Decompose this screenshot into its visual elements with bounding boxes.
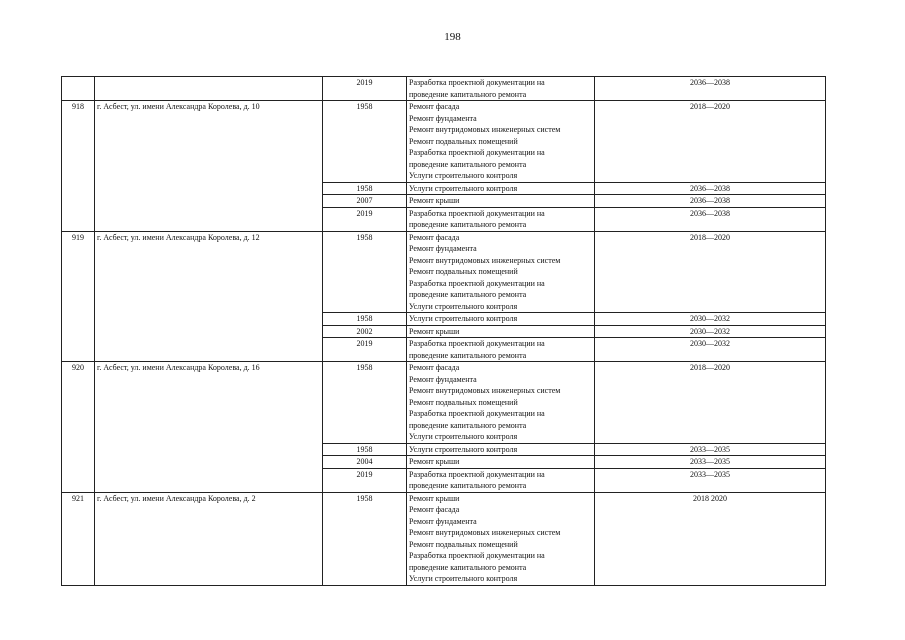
work-type-line: Ремонт фасада — [409, 363, 460, 372]
year-cell: 2019 — [323, 338, 407, 362]
period-cell: 2030—2032 — [595, 325, 826, 338]
work-type-line: Ремонт подвальных помещений — [409, 136, 518, 146]
work-type-line: Ремонт фундамента — [409, 244, 477, 253]
address-cell: г. Асбест, ул. имени Александра Королева, д. 12 — [95, 231, 323, 362]
work-type-line: проведение капитального ремонта — [409, 350, 527, 360]
work-type-line: Ремонт фундамента — [409, 113, 477, 123]
period-cell: 2018—2020 — [595, 362, 826, 444]
work-type-line: Ремонт крыши — [409, 493, 460, 503]
work-types-cell — [407, 338, 595, 362]
work-type-line: Разработка проектной документации на — [409, 208, 545, 218]
work-types-cell — [407, 77, 595, 101]
repair-schedule-table — [61, 76, 826, 586]
work-types-cell — [407, 492, 595, 585]
address-cell: г. Асбест, ул. имени Александра Королева, д. 10 — [95, 101, 323, 232]
address-cell — [95, 77, 323, 101]
year-cell: 2019 — [323, 468, 407, 492]
year-cell: 1958 — [323, 231, 407, 313]
work-type-line: Разработка проектной документации на — [409, 78, 545, 87]
work-type-line: Услуги строительного контроля — [409, 432, 518, 441]
work-type-line: Услуги строительного контроля — [409, 574, 518, 583]
year-cell: 2002 — [323, 325, 407, 338]
year-cell: 2007 — [323, 195, 407, 208]
work-types-cell — [407, 468, 595, 492]
work-types-cell — [407, 456, 595, 469]
house-number-cell: 920 — [62, 362, 95, 493]
table-row — [62, 77, 826, 101]
period-cell: 2036—2038 — [595, 195, 826, 208]
work-type-line: Ремонт подвальных помещений — [409, 539, 518, 549]
year-cell: 1958 — [323, 182, 407, 195]
work-type-line: Услуги строительного контроля — [409, 444, 518, 454]
table-row — [62, 101, 826, 183]
work-type-line: проведение капитального ремонта — [409, 420, 527, 430]
work-type-line: Разработка проектной документации на — [409, 278, 545, 288]
work-type-line: Ремонт фундамента — [409, 374, 477, 384]
work-type-line: Ремонт подвальных помещений — [409, 397, 518, 407]
work-types-cell — [407, 195, 595, 208]
work-types-cell — [407, 182, 595, 195]
house-number-cell — [62, 77, 95, 101]
year-cell: 1958 — [323, 443, 407, 456]
house-number-cell: 918 — [62, 101, 95, 232]
page-number: 198 — [444, 31, 461, 43]
work-type-line: Услуги строительного контроля — [409, 183, 518, 193]
work-types-cell — [407, 101, 595, 183]
house-number-cell: 921 — [62, 492, 95, 585]
year-cell: 1958 — [323, 492, 407, 585]
year-cell: 2019 — [323, 207, 407, 231]
work-type-line: Ремонт внутридомовых инженерных систем — [409, 255, 561, 265]
work-types-cell — [407, 443, 595, 456]
work-type-line: Разработка проектной документации на — [409, 148, 545, 157]
work-type-line: Услуги строительного контроля — [409, 171, 518, 180]
work-type-line: проведение капитального ремонта — [409, 159, 527, 169]
period-cell: 2030—2032 — [595, 313, 826, 326]
period-cell: 2018—2020 — [595, 101, 826, 183]
work-type-line: проведение капитального ремонта — [409, 89, 527, 99]
work-type-line: проведение капитального ремонта — [409, 290, 527, 299]
period-cell: 2018—2020 — [595, 231, 826, 313]
work-type-line: Ремонт фасада — [409, 102, 460, 111]
work-type-line: Ремонт фундамента — [409, 516, 477, 526]
period-cell: 2036—2038 — [595, 77, 826, 101]
work-type-line: Услуги строительного контроля — [409, 301, 518, 311]
table-row — [62, 492, 826, 585]
work-type-line: Ремонт крыши — [409, 326, 460, 336]
work-types-cell — [407, 362, 595, 444]
work-type-line: Ремонт фасада — [409, 232, 460, 242]
period-cell: 2030—2032 — [595, 338, 826, 362]
work-type-line: Ремонт внутридомовых инженерных систем — [409, 125, 561, 134]
work-type-line: проведение капитального ремонта — [409, 220, 527, 229]
work-type-line: Услуги строительного контроля — [409, 314, 518, 323]
address-cell: г. Асбест, ул. имени Александра Королева, д. 2 — [95, 492, 323, 585]
work-type-line: проведение капитального ремонта — [409, 481, 527, 490]
work-type-line: Ремонт крыши — [409, 457, 460, 466]
period-cell: 2018 2020 — [595, 492, 826, 585]
year-cell: 1958 — [323, 362, 407, 444]
period-cell: 2033—2035 — [595, 468, 826, 492]
table-row — [62, 362, 826, 444]
work-types-cell — [407, 231, 595, 313]
period-cell: 2036—2038 — [595, 182, 826, 195]
work-type-line: Ремонт крыши — [409, 196, 460, 205]
house-number-cell: 919 — [62, 231, 95, 362]
year-cell: 2004 — [323, 456, 407, 469]
period-cell: 2033—2035 — [595, 443, 826, 456]
year-cell: 1958 — [323, 313, 407, 326]
period-cell: 2033—2035 — [595, 456, 826, 469]
work-type-line: Разработка проектной документации на — [409, 551, 545, 560]
work-type-line: Разработка проектной документации на — [409, 409, 545, 418]
table-row — [62, 231, 826, 313]
year-cell: 1958 — [323, 101, 407, 183]
address-cell: г. Асбест, ул. имени Александра Королева, д. 16 — [95, 362, 323, 493]
work-types-cell — [407, 313, 595, 326]
work-types-cell — [407, 207, 595, 231]
work-type-line: Ремонт внутридомовых инженерных систем — [409, 528, 561, 537]
year-cell: 2019 — [323, 77, 407, 101]
work-type-line: Ремонт подвальных помещений — [409, 267, 518, 276]
period-cell: 2036—2038 — [595, 207, 826, 231]
work-type-line: Разработка проектной документации на — [409, 469, 545, 479]
work-type-line: проведение капитального ремонта — [409, 562, 527, 572]
work-type-line: Разработка проектной документации на — [409, 339, 545, 348]
work-type-line: Ремонт фасада — [409, 505, 460, 514]
work-types-cell — [407, 325, 595, 338]
work-type-line: Ремонт внутридомовых инженерных систем — [409, 386, 561, 395]
